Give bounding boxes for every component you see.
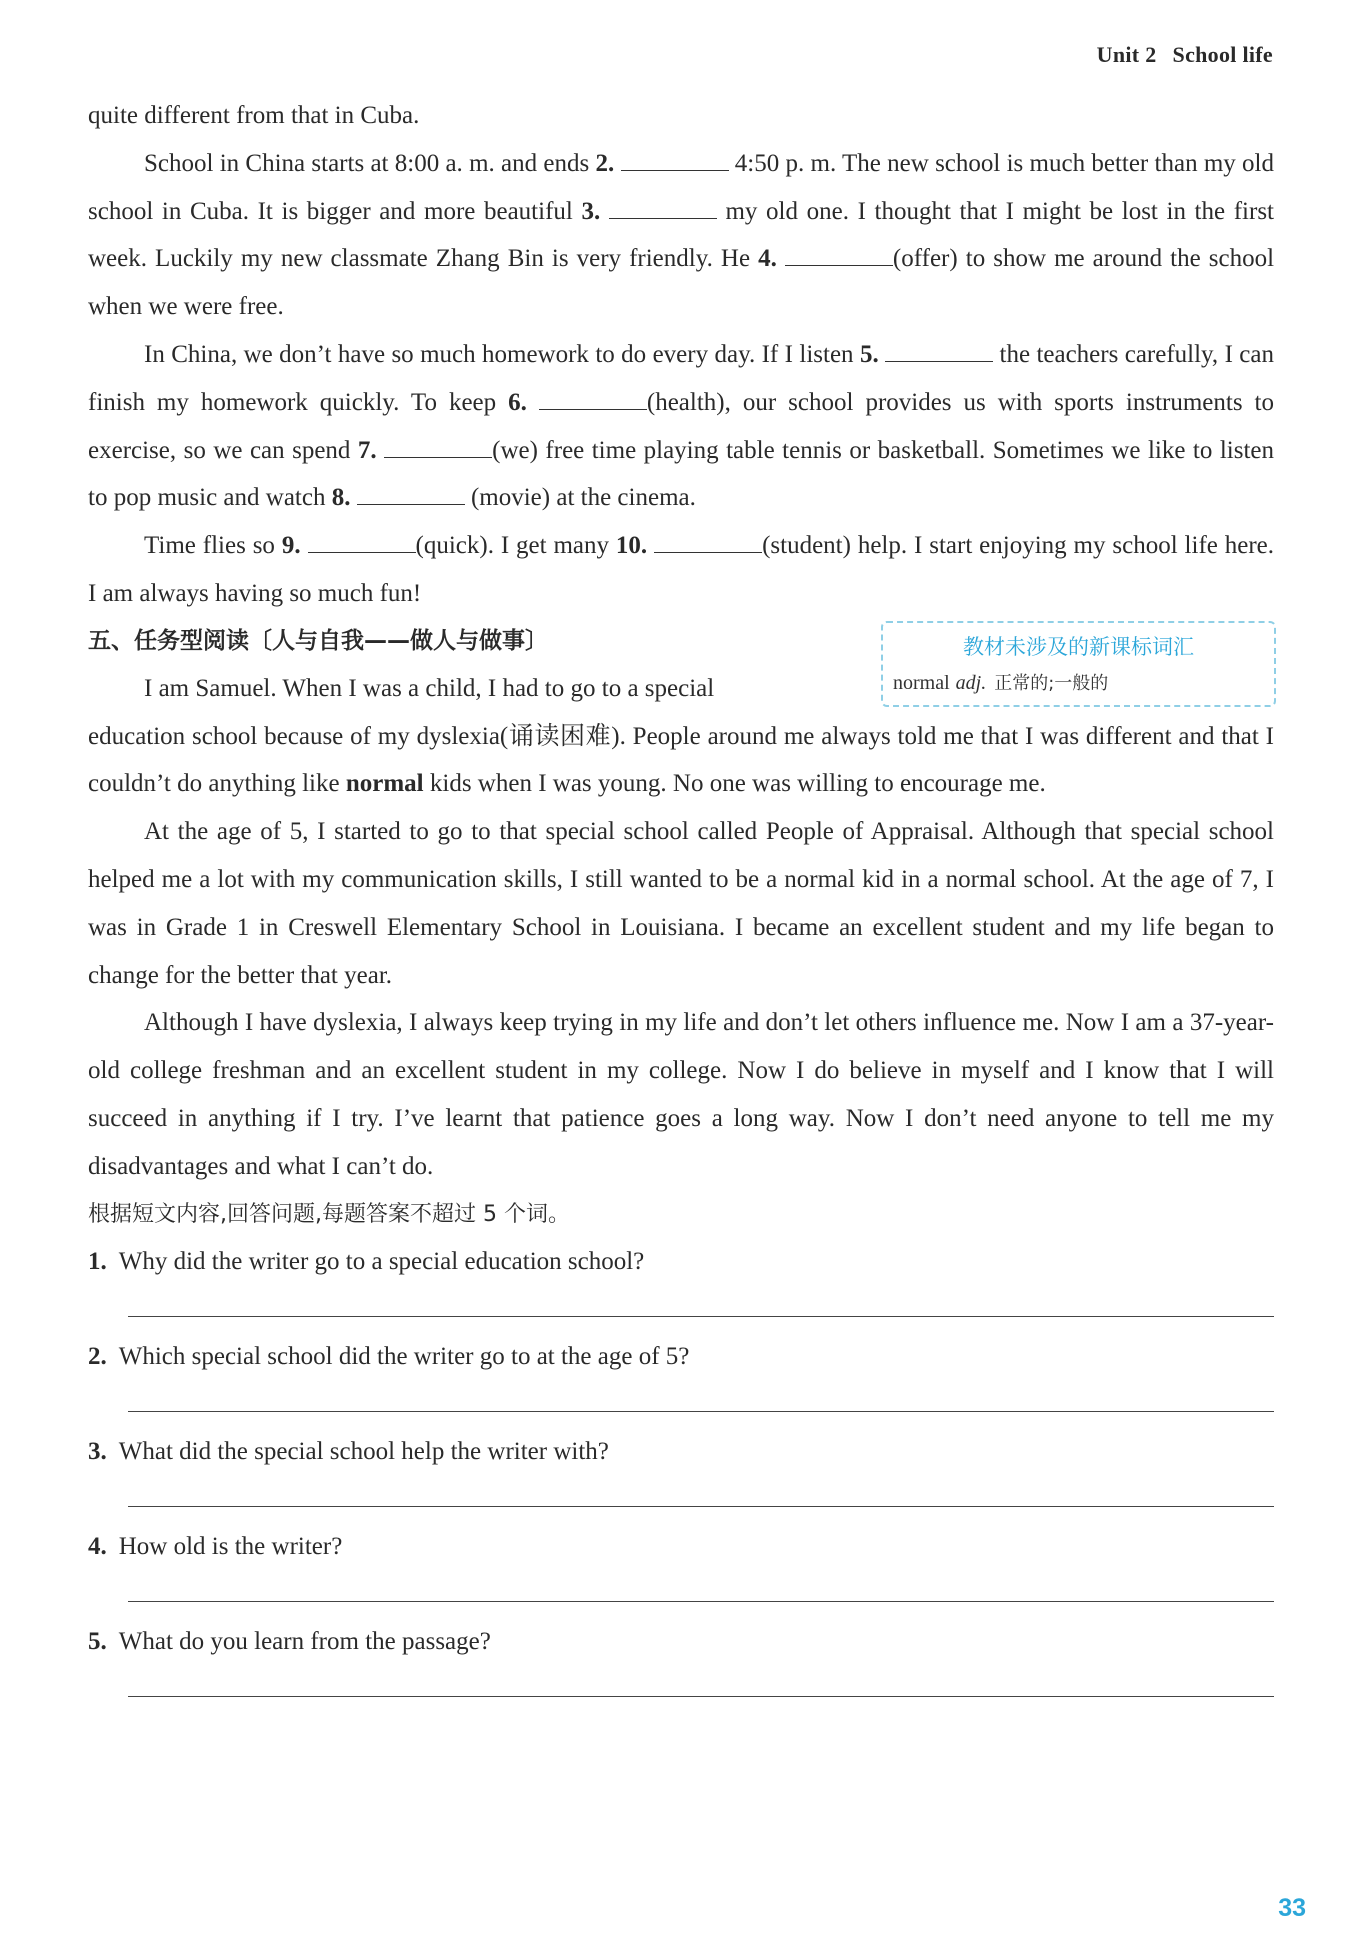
answer-blank-10[interactable]	[654, 530, 762, 553]
page-number: 33	[1278, 1894, 1306, 1922]
text-segment: Time flies so	[144, 532, 282, 560]
page-header	[1097, 42, 1273, 68]
vocab-entry	[883, 669, 1274, 695]
passage1-paragraph1	[88, 140, 1274, 331]
question-1	[88, 1238, 1274, 1333]
passage2-paragraph2: At the age of 5, I started to go to that special school called People of Appraisal. Although that special school helped me a lot with my communication skills, I still wanted to be a normal kid in a normal school. At the age of 7, I was in Grade 1 in Creswell Elementary School in Louisiana. I became an excellent student and my life began to change for the better that year.	[88, 818, 1274, 989]
text-segment: (movie) at the cinema.	[464, 484, 696, 512]
blank-number: 4.	[758, 245, 777, 273]
passage1-paragraph3	[88, 522, 1274, 618]
answer-blank-7[interactable]	[384, 435, 492, 458]
blank-number: 8.	[331, 484, 351, 512]
answer-blank-5[interactable]	[885, 339, 993, 362]
vocab-word: normal	[893, 671, 950, 694]
text-segment: the teachers carefully, I can finish my homework quickly. To keep	[88, 340, 1275, 416]
text-segment: In China, we don’t have so much homework to do every day. If I listen	[144, 340, 860, 368]
answer-blank-6[interactable]	[539, 387, 647, 410]
answer-line-5[interactable]	[128, 1696, 1274, 1697]
blank-number: 3.	[581, 197, 601, 225]
text-segment: School in China starts at 8:00 a. m. and ends	[144, 149, 596, 177]
question-3	[88, 1428, 1274, 1523]
question-2	[88, 1333, 1274, 1428]
answer-line-3[interactable]	[128, 1506, 1274, 1507]
text-segment: (we) free time playing table tennis or basketball. Sometimes we like to listen to pop music and watch	[88, 436, 1274, 512]
answer-blank-2[interactable]	[621, 148, 729, 171]
passage2-paragraph1-rest	[88, 713, 1274, 809]
page-content	[88, 92, 1274, 1713]
text-segment: kids when I was young. No one was willing to encourage me.	[423, 770, 1046, 798]
bold-keyword: normal	[345, 770, 424, 798]
passage2-paragraph1-line1: I am Samuel. When I was a child, I had to go to a special	[144, 674, 715, 702]
blank-number: 5.	[859, 340, 879, 368]
unit-title: School life	[1172, 42, 1273, 67]
blank-number: 10.	[615, 532, 648, 560]
answer-blank-9[interactable]	[308, 530, 416, 553]
question-number: 3.	[88, 1437, 107, 1465]
vocab-pos: adj.	[955, 671, 987, 694]
question-text: What do you learn from the passage?	[118, 1627, 491, 1655]
question-number: 2.	[88, 1342, 107, 1370]
answer-line-1[interactable]	[128, 1316, 1274, 1317]
blank-number: 9.	[281, 532, 301, 560]
text-segment: (quick). I get many	[415, 532, 616, 560]
text-segment: (offer) to show me around the school when we were free.	[88, 245, 1275, 321]
question-number: 1.	[88, 1247, 107, 1275]
text-segment: (health), our school provides us with sports instruments to exercise, so we can spend	[88, 388, 1274, 464]
answer-line-4[interactable]	[128, 1601, 1274, 1602]
question-5	[88, 1618, 1274, 1713]
answer-line-2[interactable]	[128, 1411, 1274, 1412]
question-number: 5.	[88, 1627, 107, 1655]
answer-blank-8[interactable]	[357, 482, 465, 505]
question-text: Why did the writer go to a special education school?	[118, 1247, 645, 1275]
vocab-callout-box	[881, 621, 1276, 707]
vocab-box-title: 教材未涉及的新课标词汇	[963, 634, 1194, 659]
text-segment: my old one. I thought that I might be lost in the first week. Luckily my new classmate Zhang Bin is very friendly. He	[88, 197, 1274, 273]
unit-label: Unit 2	[1096, 42, 1157, 67]
answer-blank-3[interactable]	[609, 196, 717, 219]
question-text: Which special school did the writer go to at the age of 5?	[118, 1342, 690, 1370]
blank-number: 6.	[508, 388, 527, 416]
passage1-line0: quite different from that in Cuba.	[88, 102, 420, 129]
question-text: What did the special school help the writer with?	[118, 1437, 609, 1465]
blank-number: 7.	[357, 436, 377, 464]
text-segment: (student) help. I start enjoying my school life here. I am always having so much fun!	[88, 532, 1275, 607]
section5-title: 五、任务型阅读〔人与自我——做人与做事〕	[88, 627, 548, 654]
passage2-paragraph3: Although I have dyslexia, I always keep trying in my life and don’t let others influence me. Now I am a 37-year-old college freshman and an excellent student in my college. Now I do believe in myself and I know that I will succeed in anything if I try. I’ve learnt that patience goes a long way. Now I don’t need anyone to tell me my disadvantages and what I can’t do.	[88, 1009, 1274, 1180]
answer-blank-4[interactable]	[785, 243, 893, 266]
passage1-paragraph2	[88, 331, 1274, 522]
text-segment: education school because of my dyslexia(诵读困难). People around me always told me that I was different and that I couldn’t do anything like	[88, 722, 1274, 798]
blank-number: 2.	[595, 149, 615, 177]
question-4	[88, 1523, 1274, 1618]
question-text: How old is the writer?	[118, 1532, 343, 1560]
text-segment: 4:50 p. m. The new school is much better than my old school in Cuba. It is bigger and more beautiful	[88, 149, 1274, 225]
vocab-meaning: 正常的;一般的	[994, 672, 1109, 694]
question-number: 4.	[88, 1532, 107, 1560]
task-instruction: 根据短文内容,回答问题,每题答案不超过 5 个词。	[88, 1201, 570, 1227]
